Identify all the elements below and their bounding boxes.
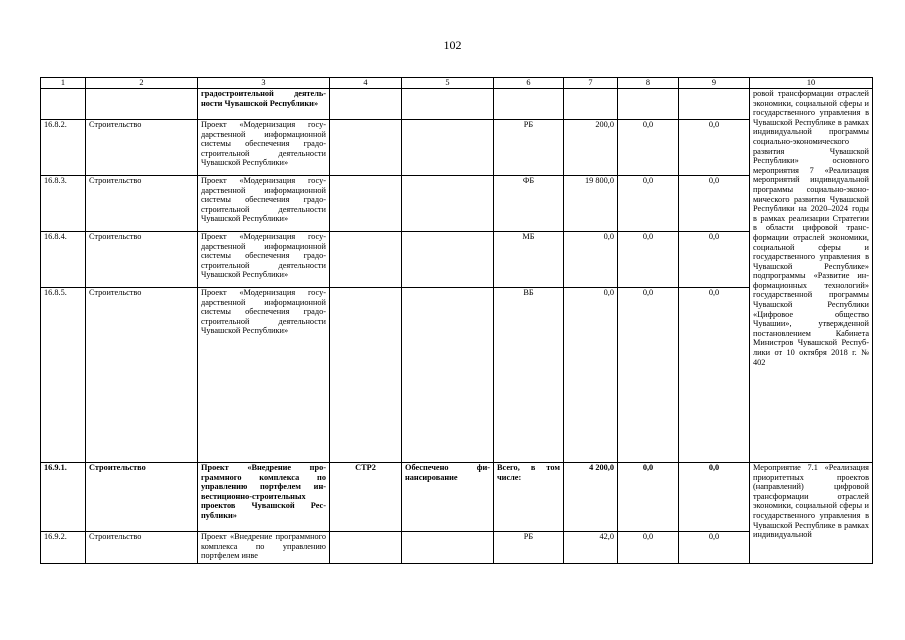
cell-id: 16.8.5.	[41, 288, 86, 463]
cell-value-3: 0,0	[679, 120, 750, 176]
table-row	[41, 288, 873, 463]
cell-project: градостроительной деятельности Чувашской Республики»	[198, 89, 330, 120]
cell-id: 16.8.2.	[41, 120, 86, 176]
cell-value-3: 0,0	[679, 532, 750, 564]
cell-value-3: 0,0	[679, 232, 750, 288]
cell-event-description: ровой трансформации отраслей экономики, социальной сферы и государственного управления в Чувашской Республике в рамках индивидуальной программы социально-экономического развития Чувашской Республики» основного мероприятия 7 «Реализация мероприятий индивидуальной программы социально-экономического развития Чувашской Республики на 2020–2024 годы в рамках реализации Стратегии в области цифровой трансформации отраслей экономики, социальной сферы и государственного управления в Чувашской Республике» подпрограммы «Развитие информационных технологий» государственной программы Чувашской Республики «Цифровое общество Чувашии», утвержденной постановлением Кабинета Министров Чувашской Республики от 10 октября 2018 г. № 402	[750, 89, 873, 463]
cell-id: 16.9.2.	[41, 532, 86, 564]
cell-project: Проект «Модернизация государственной информационной системы обеспечения градостроительной деятельности Чувашской Республики»	[198, 176, 330, 232]
header-cell: 4	[330, 78, 402, 89]
header-cell: 10	[750, 78, 873, 89]
header-cell: 8	[618, 78, 679, 89]
cell-status: Обеспечено финансирование	[402, 463, 494, 532]
header-cell: 2	[86, 78, 198, 89]
cell-source: МБ	[494, 232, 564, 288]
cell-source: ФБ	[494, 176, 564, 232]
cell-value-1: 0,0	[564, 288, 618, 463]
cell-value-2: 0,0	[618, 463, 679, 532]
cell-project: Проект «Модернизация государственной информационной системы обеспечения градостроительной деятельности Чувашской Республики»	[198, 120, 330, 176]
cell-project: Проект «Модернизация государственной информационной системы обеспечения градостроительной деятельности Чувашской Республики»	[198, 232, 330, 288]
cell-source: РБ	[494, 120, 564, 176]
table-row	[41, 532, 873, 564]
table-row-continuation	[41, 89, 873, 120]
page-number: 102	[443, 38, 462, 52]
cell-code	[330, 232, 402, 288]
cell-sector	[86, 89, 198, 120]
cell-code	[330, 176, 402, 232]
cell-value-2: 0,0	[618, 176, 679, 232]
cell-project: Проект «Модернизация государственной информационной системы обеспечения градостроительной деятельности Чувашской Республики»	[198, 288, 330, 463]
cell-code	[330, 120, 402, 176]
cell-status	[402, 288, 494, 463]
cell-value-1: 0,0	[564, 232, 618, 288]
cell-value-3: 0,0	[679, 288, 750, 463]
table-row	[41, 232, 873, 288]
cell-value-2: 0,0	[618, 232, 679, 288]
document-table	[40, 77, 873, 564]
header-cell: 1	[41, 78, 86, 89]
header-cell: 3	[198, 78, 330, 89]
cell-id: 16.8.4.	[41, 232, 86, 288]
cell-code	[330, 288, 402, 463]
cell-status	[402, 232, 494, 288]
cell-value-1: 4 200,0	[564, 463, 618, 532]
cell-code	[330, 89, 402, 120]
cell-id: 16.9.1.	[41, 463, 86, 532]
cell-value-1: 19 800,0	[564, 176, 618, 232]
table-row	[41, 463, 873, 532]
cell-status	[402, 89, 494, 120]
cell-source: Всего, в том числе:	[494, 463, 564, 532]
cell-value-3: 0,0	[679, 463, 750, 532]
cell-sector: Строительство	[86, 176, 198, 232]
cell-sector: Строительство	[86, 288, 198, 463]
cell-value-2	[618, 89, 679, 120]
cell-status	[402, 532, 494, 564]
cell-value-2: 0,0	[618, 288, 679, 463]
cell-status	[402, 176, 494, 232]
cell-id	[41, 89, 86, 120]
cell-value-3: 0,0	[679, 176, 750, 232]
cell-sector: Строительство	[86, 232, 198, 288]
table-row	[41, 120, 873, 176]
cell-value-1: 42,0	[564, 532, 618, 564]
header-cell: 5	[402, 78, 494, 89]
cell-value-1: 200,0	[564, 120, 618, 176]
header-cell: 7	[564, 78, 618, 89]
cell-code	[330, 532, 402, 564]
cell-source: РБ	[494, 532, 564, 564]
cell-sector: Строительство	[86, 463, 198, 532]
table-row	[41, 176, 873, 232]
cell-project: Проект «Внедрение программного комплекса по управлению портфелем инве	[198, 532, 330, 564]
cell-status	[402, 120, 494, 176]
cell-sector: Строительство	[86, 532, 198, 564]
cell-code: СТР2	[330, 463, 402, 532]
header-cell: 6	[494, 78, 564, 89]
cell-sector: Строительство	[86, 120, 198, 176]
cell-value-2: 0,0	[618, 120, 679, 176]
cell-source: ВБ	[494, 288, 564, 463]
cell-event-description: Мероприятие 7.1 «Реализация приоритетных проектов (направлений) цифровой трансформации отраслей экономики, социальной сферы и государственного управления в Чувашской Республике в рамках индивидуальной	[750, 463, 873, 564]
header-cell: 9	[679, 78, 750, 89]
cell-id: 16.8.3.	[41, 176, 86, 232]
cell-source	[494, 89, 564, 120]
cell-value-2: 0,0	[618, 532, 679, 564]
header-row	[41, 78, 873, 89]
cell-value-1	[564, 89, 618, 120]
cell-value-3	[679, 89, 750, 120]
cell-project: Проект «Внедрение программного комплекса по управлению портфелем инвестиционно-строительных проектов Чувашской Республики»	[198, 463, 330, 532]
